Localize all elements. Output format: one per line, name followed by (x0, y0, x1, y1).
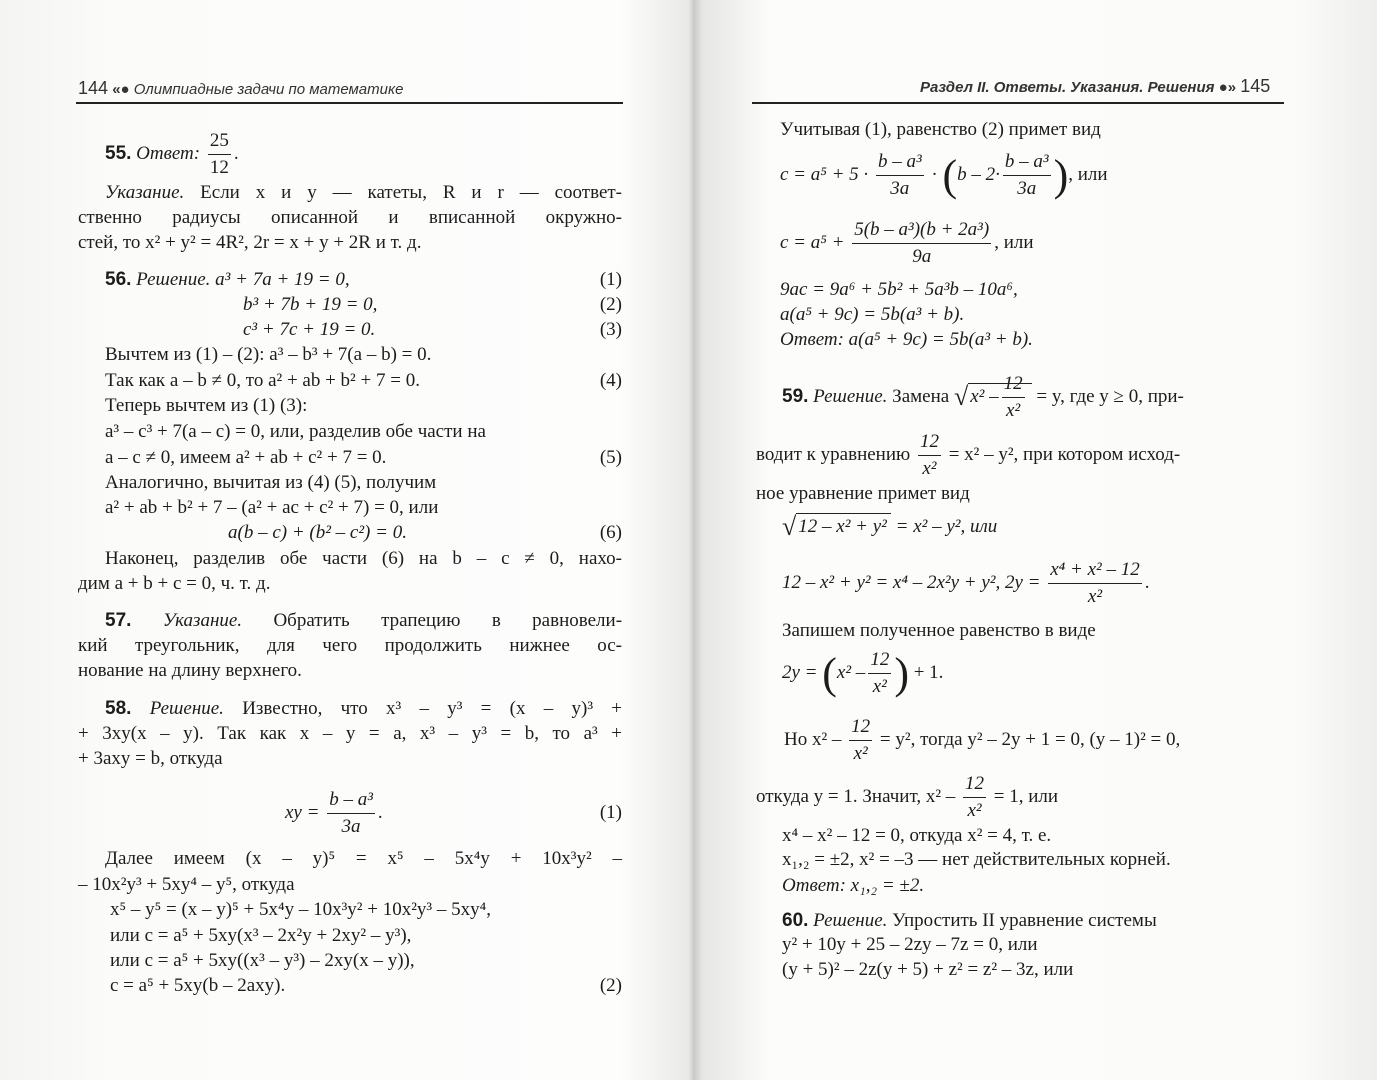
text: Замена (892, 386, 950, 407)
numerator: 12 (868, 647, 891, 674)
text: = x² – y², или (895, 516, 998, 537)
equation: a³ + 7a + 19 = 0, (215, 269, 350, 290)
fraction (868, 647, 891, 700)
term: x² – (836, 662, 866, 683)
sqrt-icon: √ (953, 382, 969, 411)
denominator: x² (872, 676, 887, 698)
equation-number: (3) (599, 319, 622, 340)
text-line: x⁴ – x² – 12 = 0, откуда x² = 4, т. е. (782, 825, 1052, 846)
equation-number: (2) (599, 294, 622, 315)
equation-line (228, 521, 622, 545)
equation-line (243, 318, 622, 342)
page-number: 144 (78, 78, 109, 98)
fraction (852, 217, 991, 270)
text-line: x₁,₂ = ±2, x² = –3 — нет действительных корней. (782, 849, 1171, 870)
text-line: Вычтем из (1) – (2): a³ – b³ + 7(a – b) = 0. (105, 344, 432, 365)
numerator: 12 (849, 714, 872, 741)
text: водит к уравнению (756, 444, 911, 465)
problem-number: 57. (105, 610, 132, 631)
text: = y, где y ≥ 0, при- (1036, 386, 1184, 407)
text-line (105, 181, 622, 205)
fraction (1048, 557, 1142, 610)
page-number: 145 (1240, 76, 1271, 96)
lhs: c = a⁵ + (780, 232, 845, 253)
term: x² – (970, 386, 999, 407)
radicand: 12 – x² + y² (796, 513, 891, 537)
period: . (1144, 572, 1150, 593)
denominator: 3a (1017, 178, 1037, 200)
text: = x² – y², при котором исход- (948, 444, 1181, 465)
denominator: x² (967, 800, 982, 822)
denominator: 12 (209, 157, 229, 178)
fraction (876, 149, 924, 202)
period: . (233, 142, 239, 164)
text-line: или c = a⁵ + 5xy((x³ – y³) – 2xy(x – y)), (110, 950, 415, 971)
problem-number: 58. (105, 698, 132, 719)
problem-number: 59. (782, 386, 809, 407)
text-line: + 3xy(x – y). Так как x – y = a, x³ – y³ = b, то a³ + (78, 723, 622, 744)
fraction (1002, 371, 1025, 424)
left-paren: ( (822, 649, 837, 698)
text: Обратить трапецию в равновели- (273, 610, 623, 631)
period: . (377, 802, 383, 823)
equation: c³ + 7c + 19 = 0. (243, 319, 376, 340)
text-line (756, 428, 1180, 482)
text-line: кий треугольник, для чего продолжить нижнее ос- (78, 635, 622, 656)
numerator: 12 (1002, 371, 1025, 398)
numerator: b – a³ (876, 149, 924, 176)
equation-line: 9ac = 9a⁶ + 5b² + 5a³b – 10a⁶, (780, 279, 1018, 300)
header-marks: «● (112, 81, 130, 98)
lhs: xy = (285, 802, 320, 823)
answer-label: Ответ: (136, 142, 201, 164)
right-paren: ) (1053, 151, 1069, 200)
text: , или (994, 232, 1034, 253)
numerator: 12 (918, 429, 941, 456)
text-line: или c = a⁵ + 5xy(x³ – 2x²y + 2xy² – y³), (110, 925, 412, 946)
problem-57-line (105, 609, 622, 633)
text-line: Далее имеем (x – y)⁵ = x⁵ – 5x⁴y + 10x³y² – (105, 848, 622, 869)
equation-number: (4) (599, 370, 622, 391)
radicand (968, 373, 1031, 422)
solution-label: Решение. (813, 910, 888, 931)
problem-number: 55. (105, 142, 132, 164)
sqrt-icon: √ (782, 512, 797, 541)
problem-58-line (105, 697, 622, 721)
denominator: x² (1087, 586, 1103, 608)
problem-number: 60. (782, 910, 809, 931)
text-line: a² + ab + b² + 7 – (a² + ac + c² + 7) = 0, или (105, 497, 439, 518)
text-line: Наконец, разделив обе части (6) на b – c ≠ 0, нахо- (105, 548, 622, 569)
problem-59-line (782, 370, 1184, 424)
equation-line (243, 293, 622, 317)
answer-label: Ответ: (780, 329, 844, 350)
text-line: стей, то x² + y² = 4R², 2r = x + y + 2R и т. д. (78, 232, 422, 253)
lhs: 2y = (782, 662, 818, 683)
text-line (105, 369, 622, 393)
problem-number: 56. (105, 269, 132, 290)
text: Упростить II уравнение системы (892, 910, 1157, 931)
fraction (208, 128, 231, 181)
numerator: 5(b – a³)(b + 2a³) (852, 217, 991, 244)
text-line (105, 446, 622, 470)
numerator: x⁴ + x² – 12 (1048, 557, 1142, 584)
text-line (110, 974, 622, 998)
denominator: x² (1006, 400, 1021, 422)
answer-label: Ответ: (782, 875, 846, 896)
text-line: Учитывая (1), равенство (2) примет вид (780, 119, 1101, 140)
equation-line: (y + 5)² – 2z(y + 5) + z² = z² – 3z, или (782, 959, 1074, 980)
inner: b – 2· (957, 164, 1000, 185)
equation-line: y² + 10y + 25 – 2zy – 7z = 0, или (782, 934, 1038, 955)
solution-label: Решение. (813, 386, 888, 407)
right-paren: ) (894, 649, 909, 698)
problem-56-line (105, 268, 622, 292)
denominator: 3a (890, 178, 910, 200)
text-line: + 3axy = b, откуда (78, 748, 223, 769)
section-title: Раздел II. Ответы. Указания. Решения (920, 79, 1215, 96)
dot: · (931, 164, 938, 185)
equation: b³ + 7b + 19 = 0, (243, 294, 378, 315)
text-line: ственно радиусы описанной и вписанной окружно- (78, 207, 622, 228)
formula-line (780, 148, 1108, 203)
text-line (756, 770, 1058, 824)
denominator: x² (853, 743, 868, 765)
lhs: c = a⁵ + 5 · (780, 164, 869, 185)
text: c = a⁵ + 5xy(b – 2axy). (110, 975, 286, 996)
denominator: x² (922, 458, 937, 480)
solution-label: Решение. (136, 269, 211, 290)
text: откуда y = 1. Значит, x² – (756, 786, 956, 807)
book-title: Олимпиадные задачи по математике (133, 81, 404, 98)
equation-number: (1) (599, 802, 622, 823)
numerator: 12 (963, 771, 986, 798)
numerator: 25 (208, 128, 231, 155)
text: + 1. (913, 662, 944, 683)
text: Так как a – b ≠ 0, то a² + ab + b² + 7 = 0. (105, 370, 420, 391)
denominator: 9a (912, 246, 932, 268)
text-line: Теперь вычтем из (1) (3): (105, 395, 308, 416)
problem-55-answer (105, 128, 239, 181)
formula-line (780, 216, 1034, 270)
numerator: b – a³ (1003, 149, 1051, 176)
problem-60-line (782, 909, 1157, 933)
text: Известно, что x³ – y³ = (x – y)³ + (242, 698, 622, 719)
answer-line (780, 328, 1033, 352)
answer: x₁,₂ = ±2. (850, 875, 925, 896)
header-rule (76, 102, 623, 104)
text: = y², тогда y² – 2y + 1 = 0, (y – 1)² = 0, (879, 729, 1181, 750)
text-line: нование на длину верхнего. (78, 660, 302, 681)
equation-line (782, 556, 1149, 610)
fraction (963, 771, 986, 824)
text-line: Запишем полученное равенство в виде (782, 620, 1096, 641)
left-paren: ( (942, 151, 958, 200)
text: , или (1068, 164, 1108, 185)
formula-line (285, 786, 622, 840)
text-line: – 10x²y³ + 5xy⁴ – y⁵, откуда (78, 874, 295, 895)
fraction (1003, 149, 1051, 202)
equation-number: (1) (599, 269, 622, 290)
fraction (849, 714, 872, 767)
text: Но x² – (784, 729, 842, 750)
text-line (784, 713, 1180, 767)
text: Если x и y — катеты, R и r — соответ- (200, 182, 623, 203)
text: = 1, или (993, 786, 1059, 807)
equation-number: (2) (599, 975, 622, 996)
hint-label: Указание. (162, 610, 243, 631)
denominator: 3a (341, 816, 361, 838)
hint-label: Указание. (105, 182, 185, 203)
equation-line: a(a⁵ + 9c) = 5b(a³ + b). (780, 304, 965, 325)
text-line: a³ – c³ + 7(a – c) = 0, или, разделив обе части на (105, 421, 486, 442)
equation-line (782, 512, 998, 541)
equation-number: (6) (599, 522, 622, 543)
text-line: дим a + b + c = 0, ч. т. д. (78, 573, 271, 594)
numerator: b – a³ (327, 787, 375, 814)
answer: a(a⁵ + 9c) = 5b(a³ + b). (848, 329, 1033, 350)
answer-line (782, 874, 924, 898)
equation-line (782, 646, 943, 701)
equation: 12 – x² + y² = x⁴ – 2x²y + y², 2y = (782, 572, 1041, 593)
right-running-header (920, 76, 1270, 97)
header-rule (752, 102, 1284, 104)
text: a – c ≠ 0, имеем a² + ab + c² + 7 = 0. (105, 447, 387, 468)
text-line: x⁵ – y⁵ = (x – y)⁵ + 5x⁴y – 10x³y² + 10x²y³ – 5xy⁴, (110, 899, 491, 920)
header-marks: ●» (1218, 79, 1237, 96)
equation: a(b – c) + (b² – c²) = 0. (228, 522, 407, 543)
text-line: Аналогично, вычитая из (4) (5), получим (105, 472, 437, 493)
fraction (327, 787, 375, 840)
equation-number: (5) (599, 447, 622, 468)
left-running-header (78, 78, 403, 99)
fraction (918, 429, 941, 482)
text-line: ное уравнение примет вид (756, 483, 970, 504)
solution-label: Решение. (149, 698, 224, 719)
